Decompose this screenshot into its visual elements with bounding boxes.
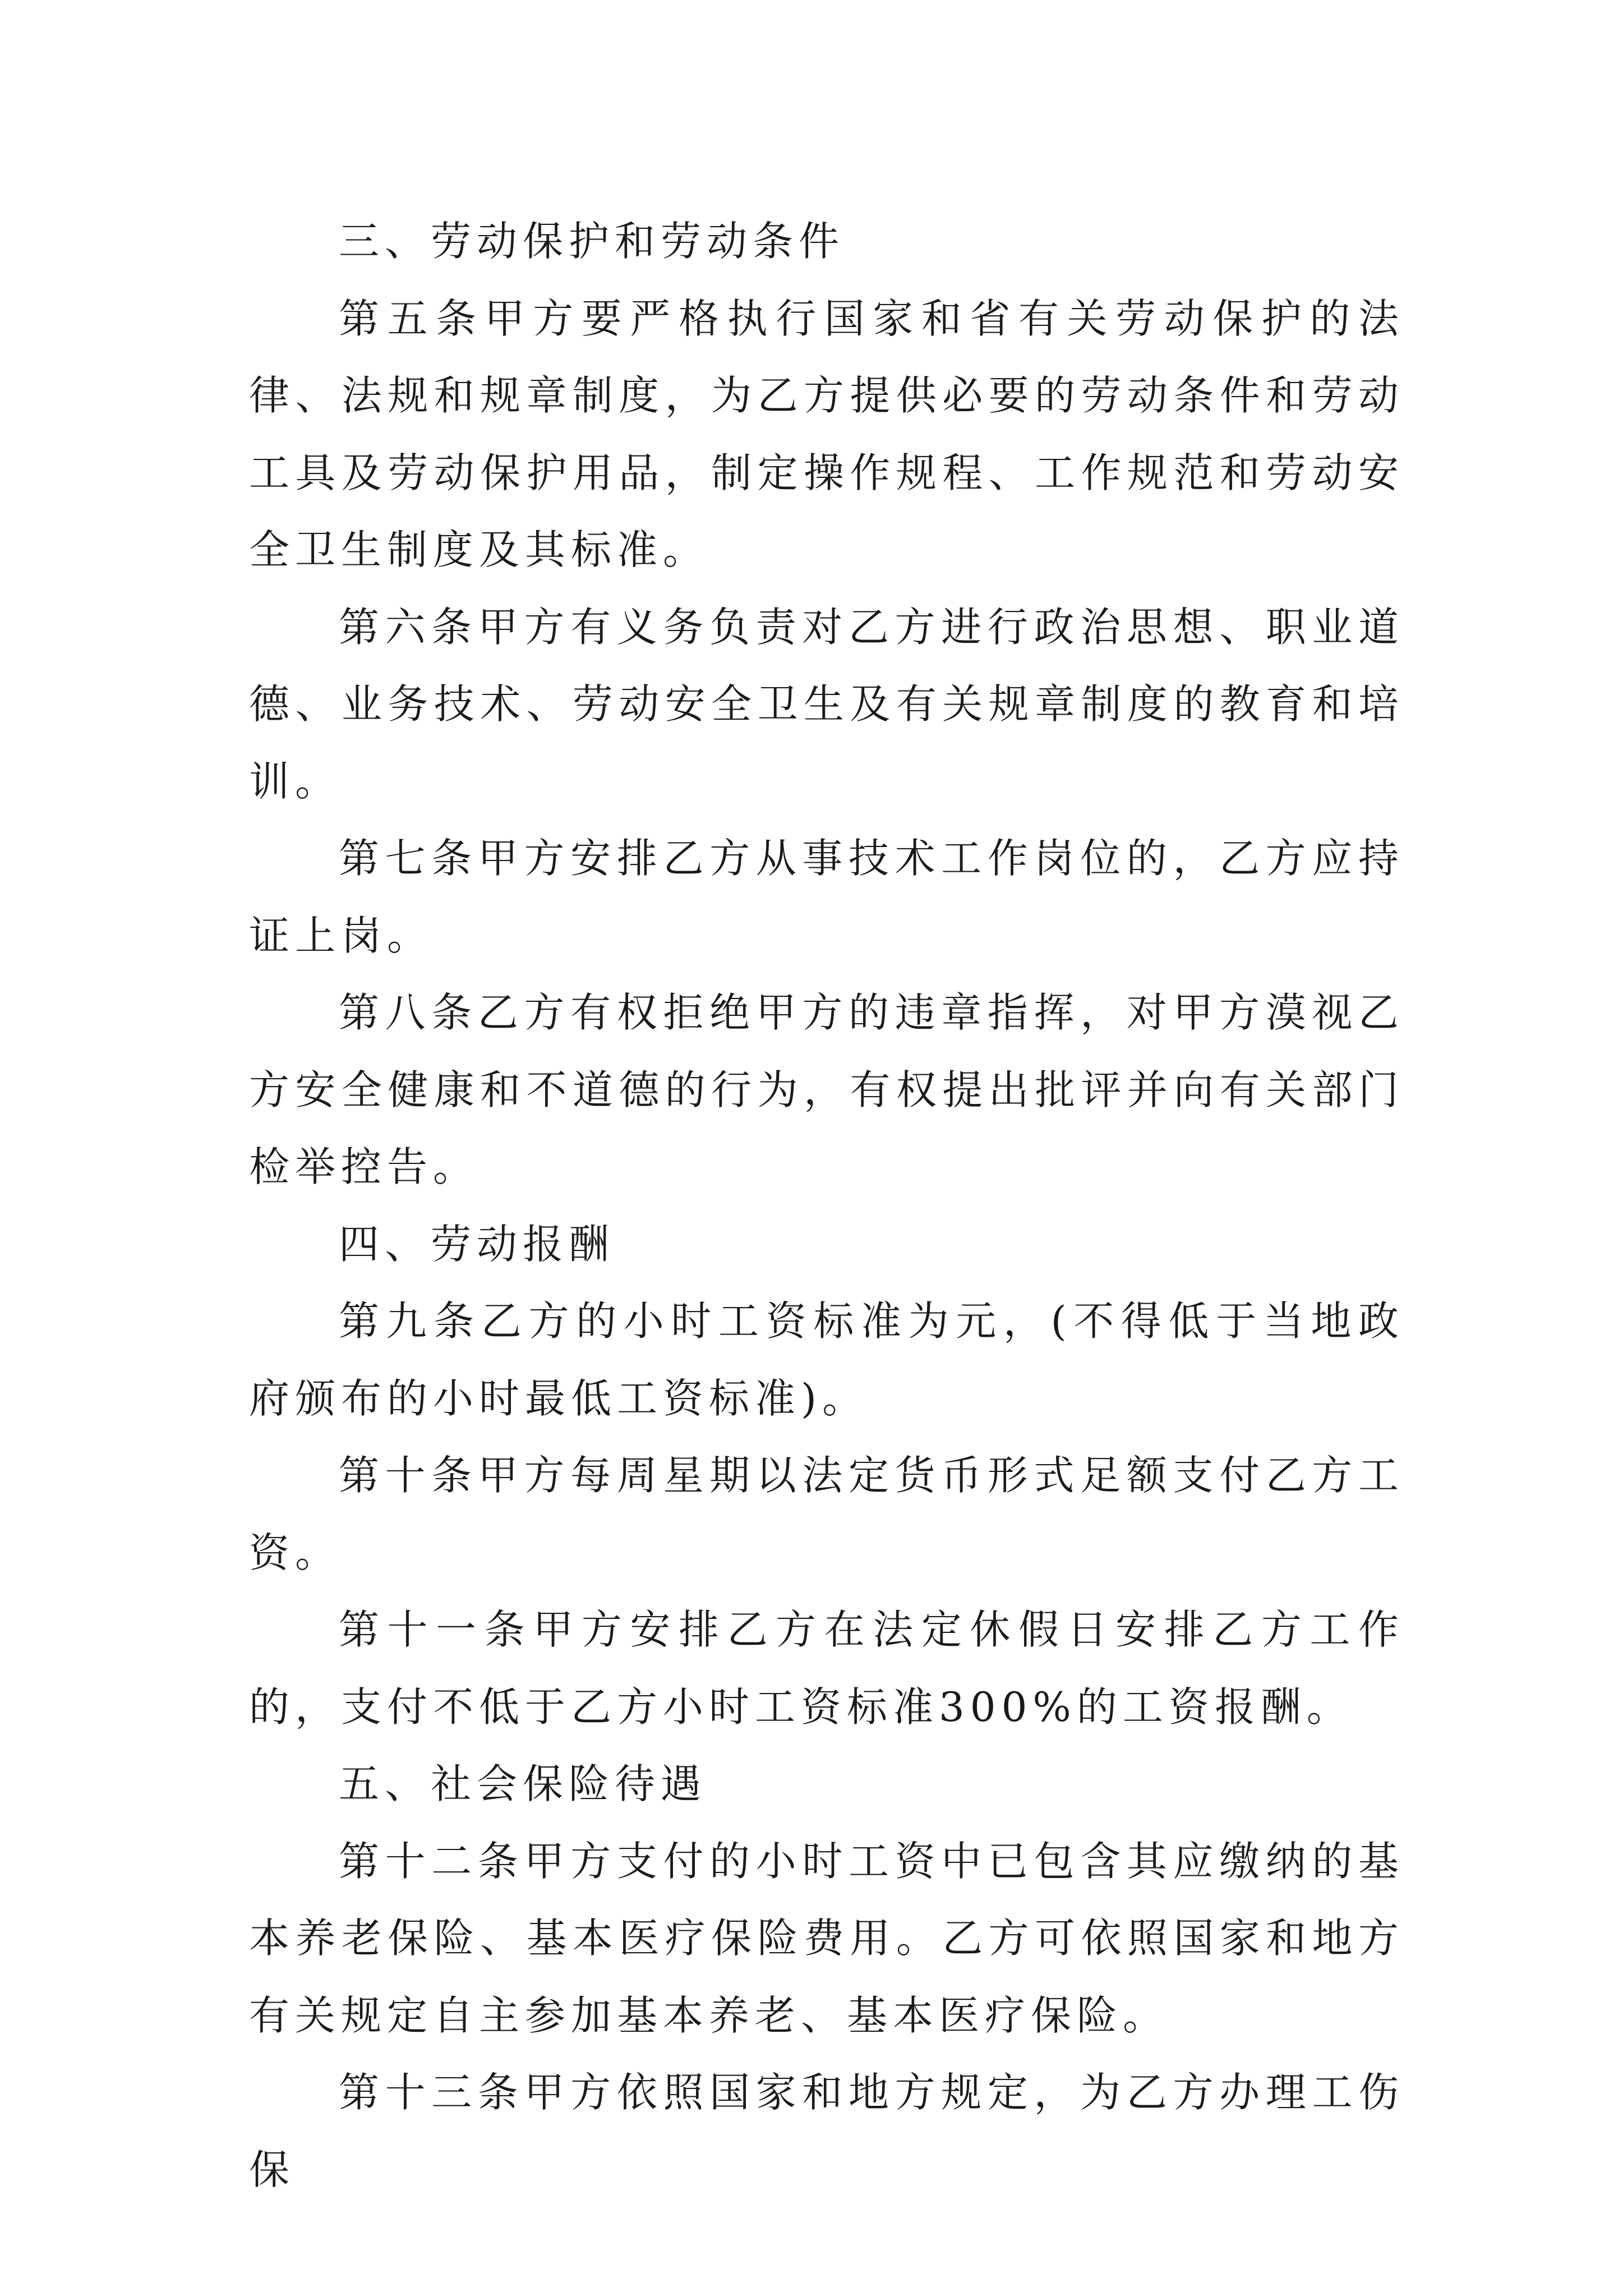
section-heading: 四、劳动报酬 xyxy=(339,1220,615,1268)
document-body xyxy=(249,203,1404,2208)
article-paragraph: 第十条甲方每周星期以法定货币形式足额支付乙方工资。 xyxy=(249,1452,1404,1576)
section-heading: 五、社会保险待遇 xyxy=(339,1760,707,1807)
section-heading: 三、劳动保护和劳动条件 xyxy=(339,218,845,265)
article-paragraph: 第七条甲方安排乙方从事技术工作岗位的，乙方应持证上岗。 xyxy=(249,835,1404,959)
article-paragraph: 第五条甲方要严格执行国家和省有关劳动保护的法律、法规和规章制度，为乙方提供必要的劳动条件和劳动工具及劳动保护用品，制定操作规程、工作规范和劳动安全卫生制度及其标准。 xyxy=(249,295,1404,573)
article-paragraph: 第十一条甲方安排乙方在法定休假日安排乙方工作的，支付不低于乙方小时工资标准300%的工资报酬。 xyxy=(249,1606,1404,1731)
article-paragraph: 第六条甲方有义务负责对乙方进行政治思想、职业道德、业务技术、劳动安全卫生及有关规章制度的教育和培训。 xyxy=(249,603,1404,805)
article-paragraph: 第十二条甲方支付的小时工资中已包含其应缴纳的基本养老保险、基本医疗保险费用。乙方可依照国家和地方有关规定自主参加基本养老、基本医疗保险。 xyxy=(249,1837,1404,2039)
article-paragraph: 第八条乙方有权拒绝甲方的违章指挥，对甲方漠视乙方安全健康和不道德的行为，有权提出批评并向有关部门检举控告。 xyxy=(249,989,1404,1190)
article-paragraph: 第九条乙方的小时工资标准为元，(不得低于当地政府颁布的小时最低工资标准)。 xyxy=(249,1297,1404,1422)
article-paragraph: 第十三条甲方依照国家和地方规定，为乙方办理工伤保 xyxy=(249,2069,1404,2193)
